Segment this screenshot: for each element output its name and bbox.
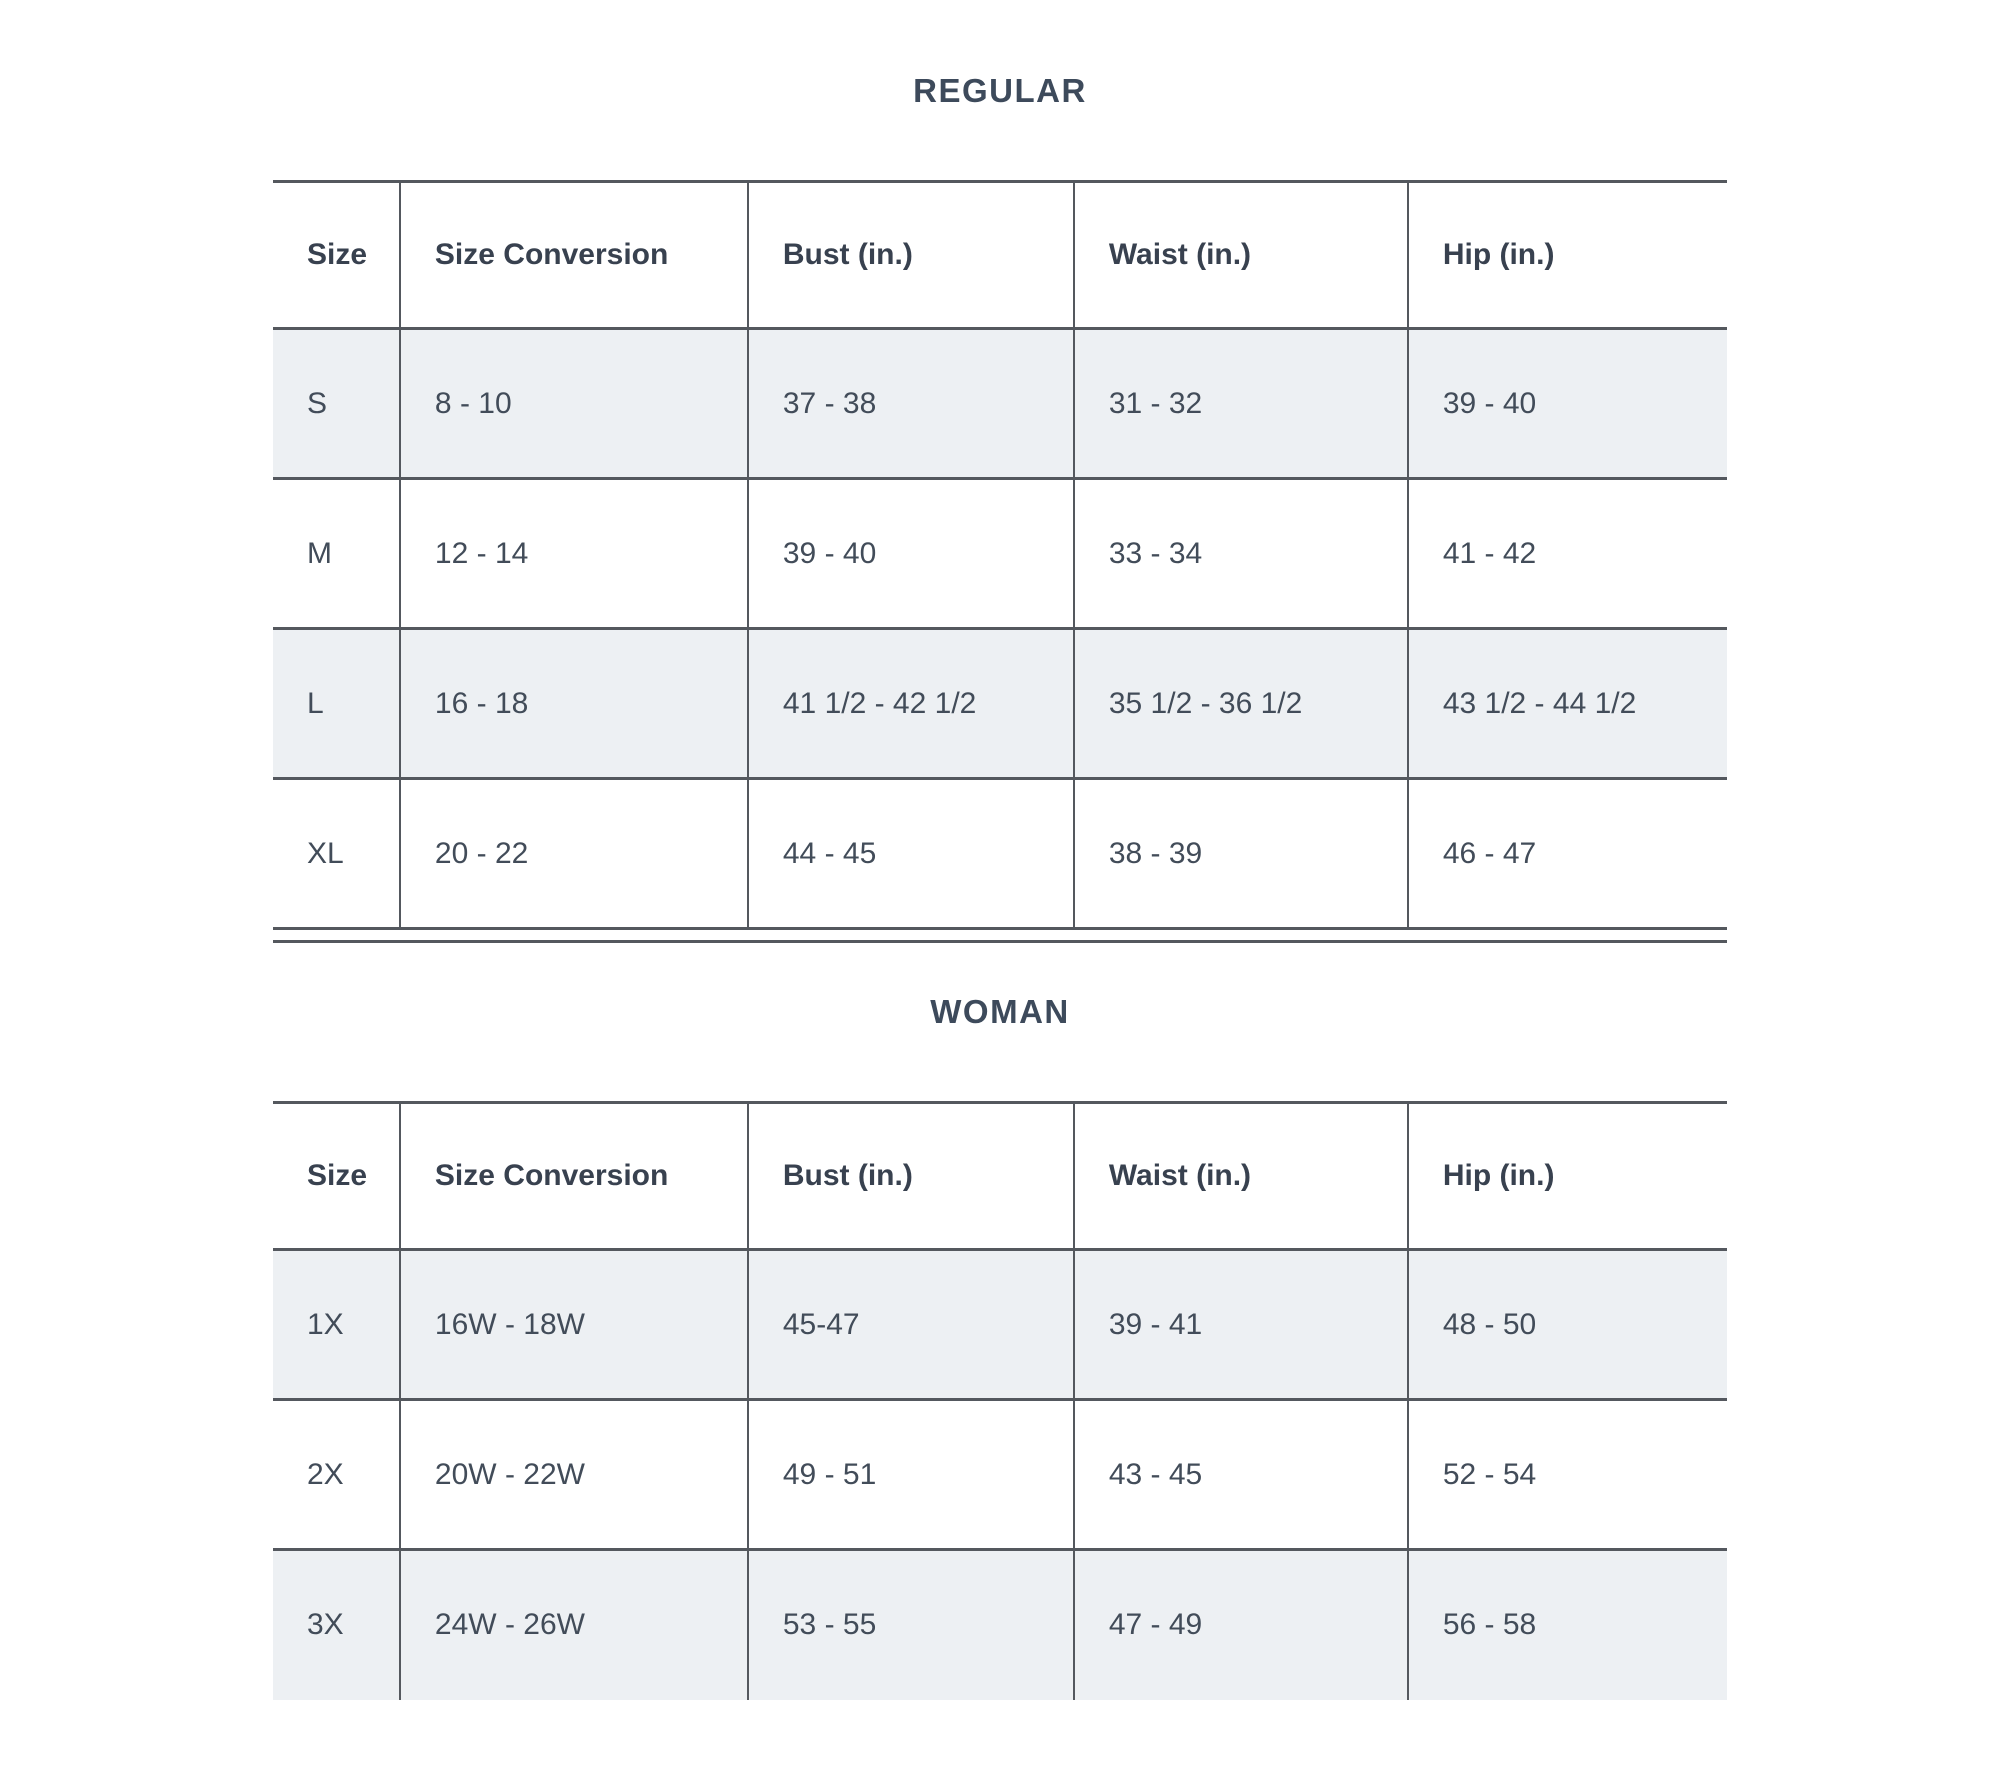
column-header: Hip (in.) xyxy=(1408,182,1727,329)
table-cell: 46 - 47 xyxy=(1408,779,1727,929)
table-row xyxy=(273,479,1727,629)
woman-table-body xyxy=(273,1250,1727,1700)
regular-size-table xyxy=(273,180,1727,930)
table-cell: 43 1/2 - 44 1/2 xyxy=(1408,629,1727,779)
table-cell: 16W - 18W xyxy=(400,1250,748,1400)
header-row xyxy=(273,1103,1727,1250)
table-cell: 56 - 58 xyxy=(1408,1550,1727,1700)
column-header: Waist (in.) xyxy=(1074,182,1408,329)
table-row xyxy=(273,1400,1727,1550)
table-cell: 24W - 26W xyxy=(400,1550,748,1700)
table-cell: 39 - 41 xyxy=(1074,1250,1408,1400)
table-cell: 35 1/2 - 36 1/2 xyxy=(1074,629,1408,779)
table-row xyxy=(273,1250,1727,1400)
header-row xyxy=(273,182,1727,329)
column-header: Waist (in.) xyxy=(1074,1103,1408,1250)
regular-table-header xyxy=(273,182,1727,329)
table-row xyxy=(273,629,1727,779)
table-cell: 41 1/2 - 42 1/2 xyxy=(748,629,1074,779)
table-cell: 31 - 32 xyxy=(1074,329,1408,479)
table-cell: XL xyxy=(307,836,344,870)
woman-table-header xyxy=(273,1103,1727,1250)
table-cell: 16 - 18 xyxy=(400,629,748,779)
table-cell: 2X xyxy=(307,1457,344,1491)
table-cell: 20 - 22 xyxy=(400,779,748,929)
regular-table-body xyxy=(273,329,1727,929)
regular-section-title: REGULAR xyxy=(913,72,1087,109)
table-cell: L xyxy=(307,686,324,720)
table-cell: 39 - 40 xyxy=(748,479,1074,629)
column-header: Bust (in.) xyxy=(748,1103,1074,1250)
table-cell: 45-47 xyxy=(748,1250,1074,1400)
woman-size-table xyxy=(273,1101,1727,1700)
table-cell: 20W - 22W xyxy=(400,1400,748,1550)
table-cell: 52 - 54 xyxy=(1408,1400,1727,1550)
column-header: Size Conversion xyxy=(400,1103,748,1250)
table-cell: 3X xyxy=(307,1608,344,1642)
table-row xyxy=(273,1550,1727,1700)
woman-section-title: WOMAN xyxy=(930,993,1070,1030)
table-cell: 47 - 49 xyxy=(1074,1550,1408,1700)
table-cell: 12 - 14 xyxy=(400,479,748,629)
table-cell: 48 - 50 xyxy=(1408,1250,1727,1400)
table-row xyxy=(273,779,1727,929)
table-cell: 39 - 40 xyxy=(1408,329,1727,479)
table-cell: 44 - 45 xyxy=(748,779,1074,929)
table-cell: 33 - 34 xyxy=(1074,479,1408,629)
table-cell: S xyxy=(307,386,328,420)
table-cell: 53 - 55 xyxy=(748,1550,1074,1700)
table-cell: 43 - 45 xyxy=(1074,1400,1408,1550)
column-header: Bust (in.) xyxy=(748,182,1074,329)
column-header: Size xyxy=(307,1159,368,1192)
table-row xyxy=(273,329,1727,479)
table-cell: 8 - 10 xyxy=(400,329,748,479)
table-cell: 37 - 38 xyxy=(748,329,1074,479)
column-header: Hip (in.) xyxy=(1408,1103,1727,1250)
table-cell: 49 - 51 xyxy=(748,1400,1074,1550)
column-header: Size xyxy=(307,238,368,271)
table-cell: 38 - 39 xyxy=(1074,779,1408,929)
table-cell: M xyxy=(307,536,332,570)
table-cell: 1X xyxy=(307,1307,344,1341)
column-header: Size Conversion xyxy=(400,182,748,329)
table-cell: 41 - 42 xyxy=(1408,479,1727,629)
